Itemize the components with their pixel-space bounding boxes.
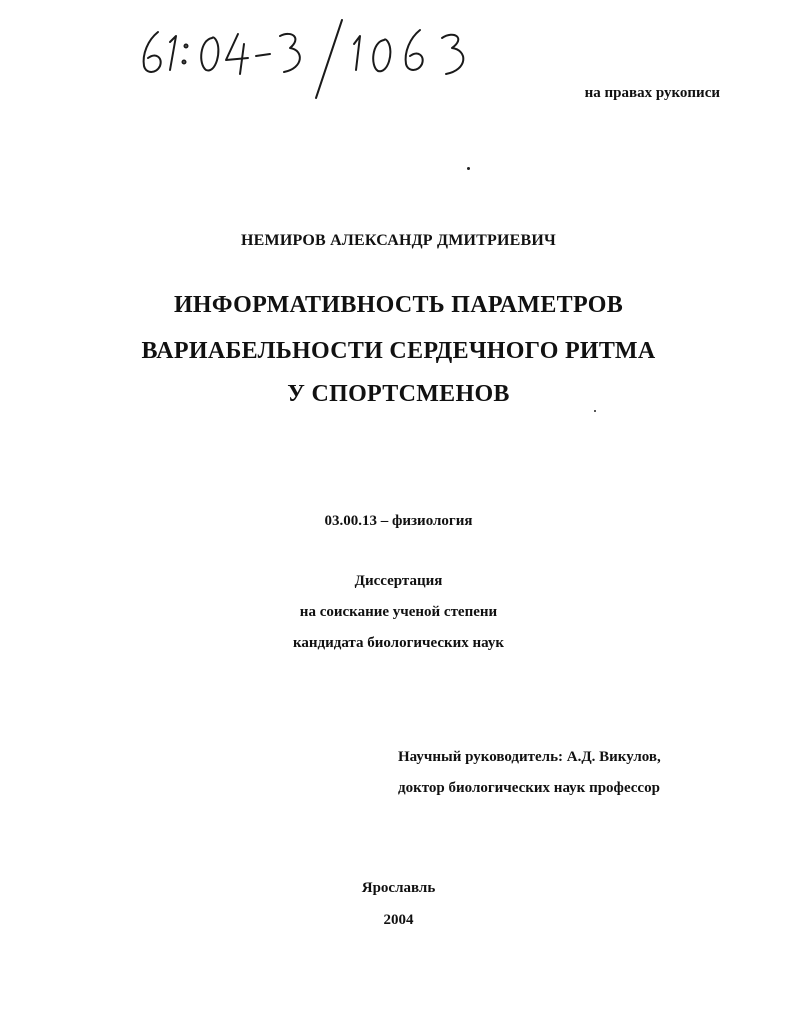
supervisor-line: доктор биологических наук профессор bbox=[398, 780, 660, 796]
supervisor-block bbox=[398, 742, 738, 804]
dissertation-line: Диссертация bbox=[354, 573, 443, 589]
author-name: НЕМИРОВ АЛЕКСАНДР ДМИТРИЕВИЧ bbox=[241, 232, 556, 249]
year: 2004 bbox=[383, 912, 414, 928]
city: Ярославль bbox=[361, 880, 436, 896]
handwritten-archive-code bbox=[130, 14, 490, 104]
scan-speck bbox=[594, 410, 596, 412]
handwritten-code-drawing bbox=[130, 14, 490, 104]
title-line: ИНФОРМАТИВНОСТЬ ПАРАМЕТРОВ bbox=[173, 292, 624, 318]
rights-note: на правах рукописи bbox=[584, 85, 720, 101]
scan-speck bbox=[467, 167, 470, 170]
dissertation-line: на соискание ученой степени bbox=[299, 604, 498, 620]
title-line: У СПОРТСМЕНОВ bbox=[287, 381, 510, 407]
dissertation-line: кандидата биологических наук bbox=[292, 635, 505, 651]
specialty-code: 03.00.13 – физиология bbox=[324, 513, 473, 529]
title-line: ВАРИАБЕЛЬНОСТИ СЕРДЕЧНОГО РИТМА bbox=[141, 338, 656, 364]
supervisor-line: Научный руководитель: А.Д. Викулов, bbox=[398, 749, 661, 765]
